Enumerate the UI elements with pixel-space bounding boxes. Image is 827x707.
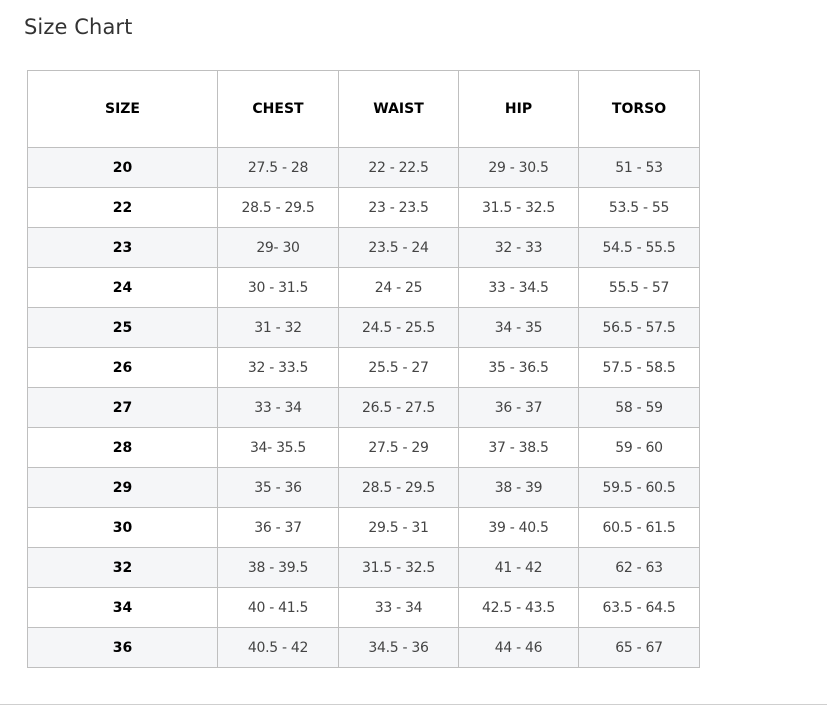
chest-cell: 35 - 36 [218, 468, 339, 508]
table-body [28, 148, 700, 668]
torso-cell: 57.5 - 58.5 [579, 348, 700, 388]
chest-cell: 31 - 32 [218, 308, 339, 348]
hip-cell: 39 - 40.5 [459, 508, 579, 548]
hip-cell: 34 - 35 [459, 308, 579, 348]
waist-cell: 23.5 - 24 [339, 228, 459, 268]
hip-cell: 35 - 36.5 [459, 348, 579, 388]
chest-cell: 29- 30 [218, 228, 339, 268]
chest-cell: 34- 35.5 [218, 428, 339, 468]
hip-cell: 31.5 - 32.5 [459, 188, 579, 228]
size-cell: 34 [28, 588, 218, 628]
chest-cell: 40 - 41.5 [218, 588, 339, 628]
hip-cell: 36 - 37 [459, 388, 579, 428]
size-cell: 32 [28, 548, 218, 588]
torso-cell: 55.5 - 57 [579, 268, 700, 308]
size-cell: 23 [28, 228, 218, 268]
waist-cell: 24 - 25 [339, 268, 459, 308]
table-row [28, 548, 700, 588]
size-cell: 30 [28, 508, 218, 548]
table-row [28, 388, 700, 428]
size-cell: 22 [28, 188, 218, 228]
table-row [28, 148, 700, 188]
divider [0, 704, 827, 705]
waist-cell: 28.5 - 29.5 [339, 468, 459, 508]
waist-cell: 34.5 - 36 [339, 628, 459, 668]
size-cell: 20 [28, 148, 218, 188]
chest-cell: 36 - 37 [218, 508, 339, 548]
table-row [28, 588, 700, 628]
chest-cell: 33 - 34 [218, 388, 339, 428]
chest-cell: 30 - 31.5 [218, 268, 339, 308]
waist-cell: 23 - 23.5 [339, 188, 459, 228]
table-row [28, 188, 700, 228]
chest-cell: 28.5 - 29.5 [218, 188, 339, 228]
header-torso: TORSO [579, 71, 700, 148]
header-size: SIZE [28, 71, 218, 148]
torso-cell: 65 - 67 [579, 628, 700, 668]
size-cell: 29 [28, 468, 218, 508]
page-title: Size Chart [24, 15, 133, 39]
header-hip: HIP [459, 71, 579, 148]
waist-cell: 25.5 - 27 [339, 348, 459, 388]
torso-cell: 53.5 - 55 [579, 188, 700, 228]
hip-cell: 33 - 34.5 [459, 268, 579, 308]
chest-cell: 27.5 - 28 [218, 148, 339, 188]
waist-cell: 29.5 - 31 [339, 508, 459, 548]
chest-cell: 38 - 39.5 [218, 548, 339, 588]
size-cell: 28 [28, 428, 218, 468]
chest-cell: 40.5 - 42 [218, 628, 339, 668]
torso-cell: 60.5 - 61.5 [579, 508, 700, 548]
waist-cell: 27.5 - 29 [339, 428, 459, 468]
hip-cell: 44 - 46 [459, 628, 579, 668]
waist-cell: 24.5 - 25.5 [339, 308, 459, 348]
header-row [28, 71, 700, 148]
waist-cell: 33 - 34 [339, 588, 459, 628]
waist-cell: 31.5 - 32.5 [339, 548, 459, 588]
torso-cell: 51 - 53 [579, 148, 700, 188]
chest-cell: 32 - 33.5 [218, 348, 339, 388]
torso-cell: 59 - 60 [579, 428, 700, 468]
size-cell: 26 [28, 348, 218, 388]
size-cell: 27 [28, 388, 218, 428]
hip-cell: 37 - 38.5 [459, 428, 579, 468]
header-waist: WAIST [339, 71, 459, 148]
torso-cell: 56.5 - 57.5 [579, 308, 700, 348]
size-chart-table [27, 70, 700, 668]
waist-cell: 22 - 22.5 [339, 148, 459, 188]
size-cell: 36 [28, 628, 218, 668]
torso-cell: 54.5 - 55.5 [579, 228, 700, 268]
hip-cell: 42.5 - 43.5 [459, 588, 579, 628]
torso-cell: 63.5 - 64.5 [579, 588, 700, 628]
hip-cell: 29 - 30.5 [459, 148, 579, 188]
hip-cell: 38 - 39 [459, 468, 579, 508]
table-row [28, 228, 700, 268]
table-row [28, 428, 700, 468]
table-row [28, 348, 700, 388]
table-row [28, 508, 700, 548]
header-chest: CHEST [218, 71, 339, 148]
table-row [28, 468, 700, 508]
size-cell: 25 [28, 308, 218, 348]
torso-cell: 58 - 59 [579, 388, 700, 428]
table-row [28, 268, 700, 308]
table-header [28, 71, 700, 148]
waist-cell: 26.5 - 27.5 [339, 388, 459, 428]
torso-cell: 62 - 63 [579, 548, 700, 588]
torso-cell: 59.5 - 60.5 [579, 468, 700, 508]
hip-cell: 41 - 42 [459, 548, 579, 588]
table-row [28, 628, 700, 668]
table-row [28, 308, 700, 348]
hip-cell: 32 - 33 [459, 228, 579, 268]
size-cell: 24 [28, 268, 218, 308]
